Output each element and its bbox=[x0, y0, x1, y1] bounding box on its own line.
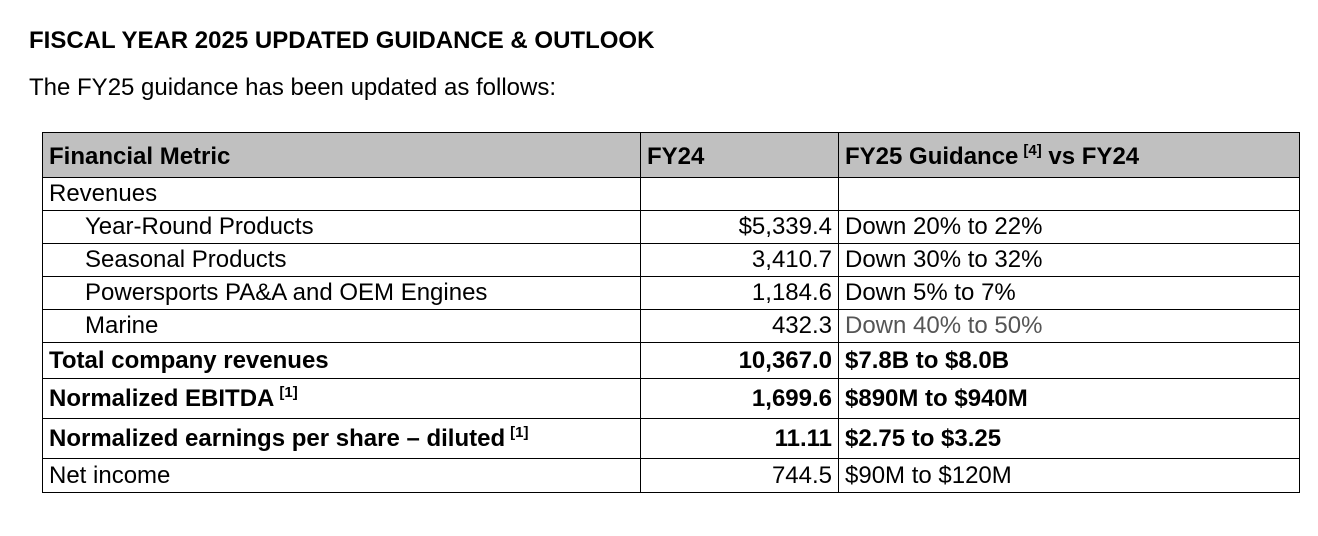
table-header-row bbox=[43, 133, 1300, 178]
metric-cell: Marine bbox=[43, 310, 641, 343]
table-row bbox=[43, 343, 1300, 379]
table-row bbox=[43, 419, 1300, 459]
table-row bbox=[43, 379, 1300, 419]
metric-footnote: [1] bbox=[279, 383, 298, 401]
metric-cell: Net income bbox=[43, 459, 641, 493]
header-guidance-suffix: vs FY24 bbox=[1048, 142, 1140, 170]
metric-cell: Revenues bbox=[43, 178, 641, 211]
intro-text: The FY25 guidance has been updated as follows: bbox=[29, 74, 557, 101]
fy24-cell: 432.3 bbox=[641, 310, 839, 343]
table-row bbox=[43, 178, 1300, 211]
header-fy25-guidance bbox=[839, 133, 1300, 178]
header-guidance-footnote: [4] bbox=[1023, 141, 1042, 159]
guidance-cell: Down 30% to 32% bbox=[839, 244, 1300, 277]
guidance-cell: Down 40% to 50% bbox=[839, 310, 1300, 343]
metric-footnote: [1] bbox=[510, 423, 529, 441]
table-row bbox=[43, 211, 1300, 244]
fy24-cell bbox=[641, 178, 839, 211]
section-heading: FISCAL YEAR 2025 UPDATED GUIDANCE & OUTLOOK bbox=[29, 27, 655, 54]
metric-cell bbox=[43, 419, 641, 459]
table-row bbox=[43, 277, 1300, 310]
metric-label: Normalized EBITDA bbox=[49, 384, 275, 412]
metric-cell: Total company revenues bbox=[43, 343, 641, 379]
fy24-cell: 1,699.6 bbox=[641, 379, 839, 419]
fy24-cell: 1,184.6 bbox=[641, 277, 839, 310]
fy24-cell: 10,367.0 bbox=[641, 343, 839, 379]
metric-label: Normalized earnings per share – diluted bbox=[49, 424, 506, 452]
guidance-cell: $7.8B to $8.0B bbox=[839, 343, 1300, 379]
guidance-cell bbox=[839, 178, 1300, 211]
table-row bbox=[43, 459, 1300, 493]
table-row bbox=[43, 244, 1300, 277]
metric-cell: Seasonal Products bbox=[43, 244, 641, 277]
table-row bbox=[43, 310, 1300, 343]
header-guidance-label: FY25 Guidance bbox=[845, 142, 1019, 170]
fy24-cell: $5,339.4 bbox=[641, 211, 839, 244]
guidance-cell: $2.75 to $3.25 bbox=[839, 419, 1300, 459]
guidance-cell: Down 5% to 7% bbox=[839, 277, 1300, 310]
guidance-cell: $890M to $940M bbox=[839, 379, 1300, 419]
fy24-cell: 744.5 bbox=[641, 459, 839, 493]
guidance-cell: $90M to $120M bbox=[839, 459, 1300, 493]
metric-cell bbox=[43, 379, 641, 419]
fy24-cell: 3,410.7 bbox=[641, 244, 839, 277]
guidance-table bbox=[42, 132, 1300, 493]
fy24-cell: 11.11 bbox=[641, 419, 839, 459]
metric-cell: Year-Round Products bbox=[43, 211, 641, 244]
metric-cell: Powersports PA&A and OEM Engines bbox=[43, 277, 641, 310]
guidance-cell: Down 20% to 22% bbox=[839, 211, 1300, 244]
header-fy24: FY24 bbox=[641, 133, 839, 178]
header-financial-metric: Financial Metric bbox=[43, 133, 641, 178]
